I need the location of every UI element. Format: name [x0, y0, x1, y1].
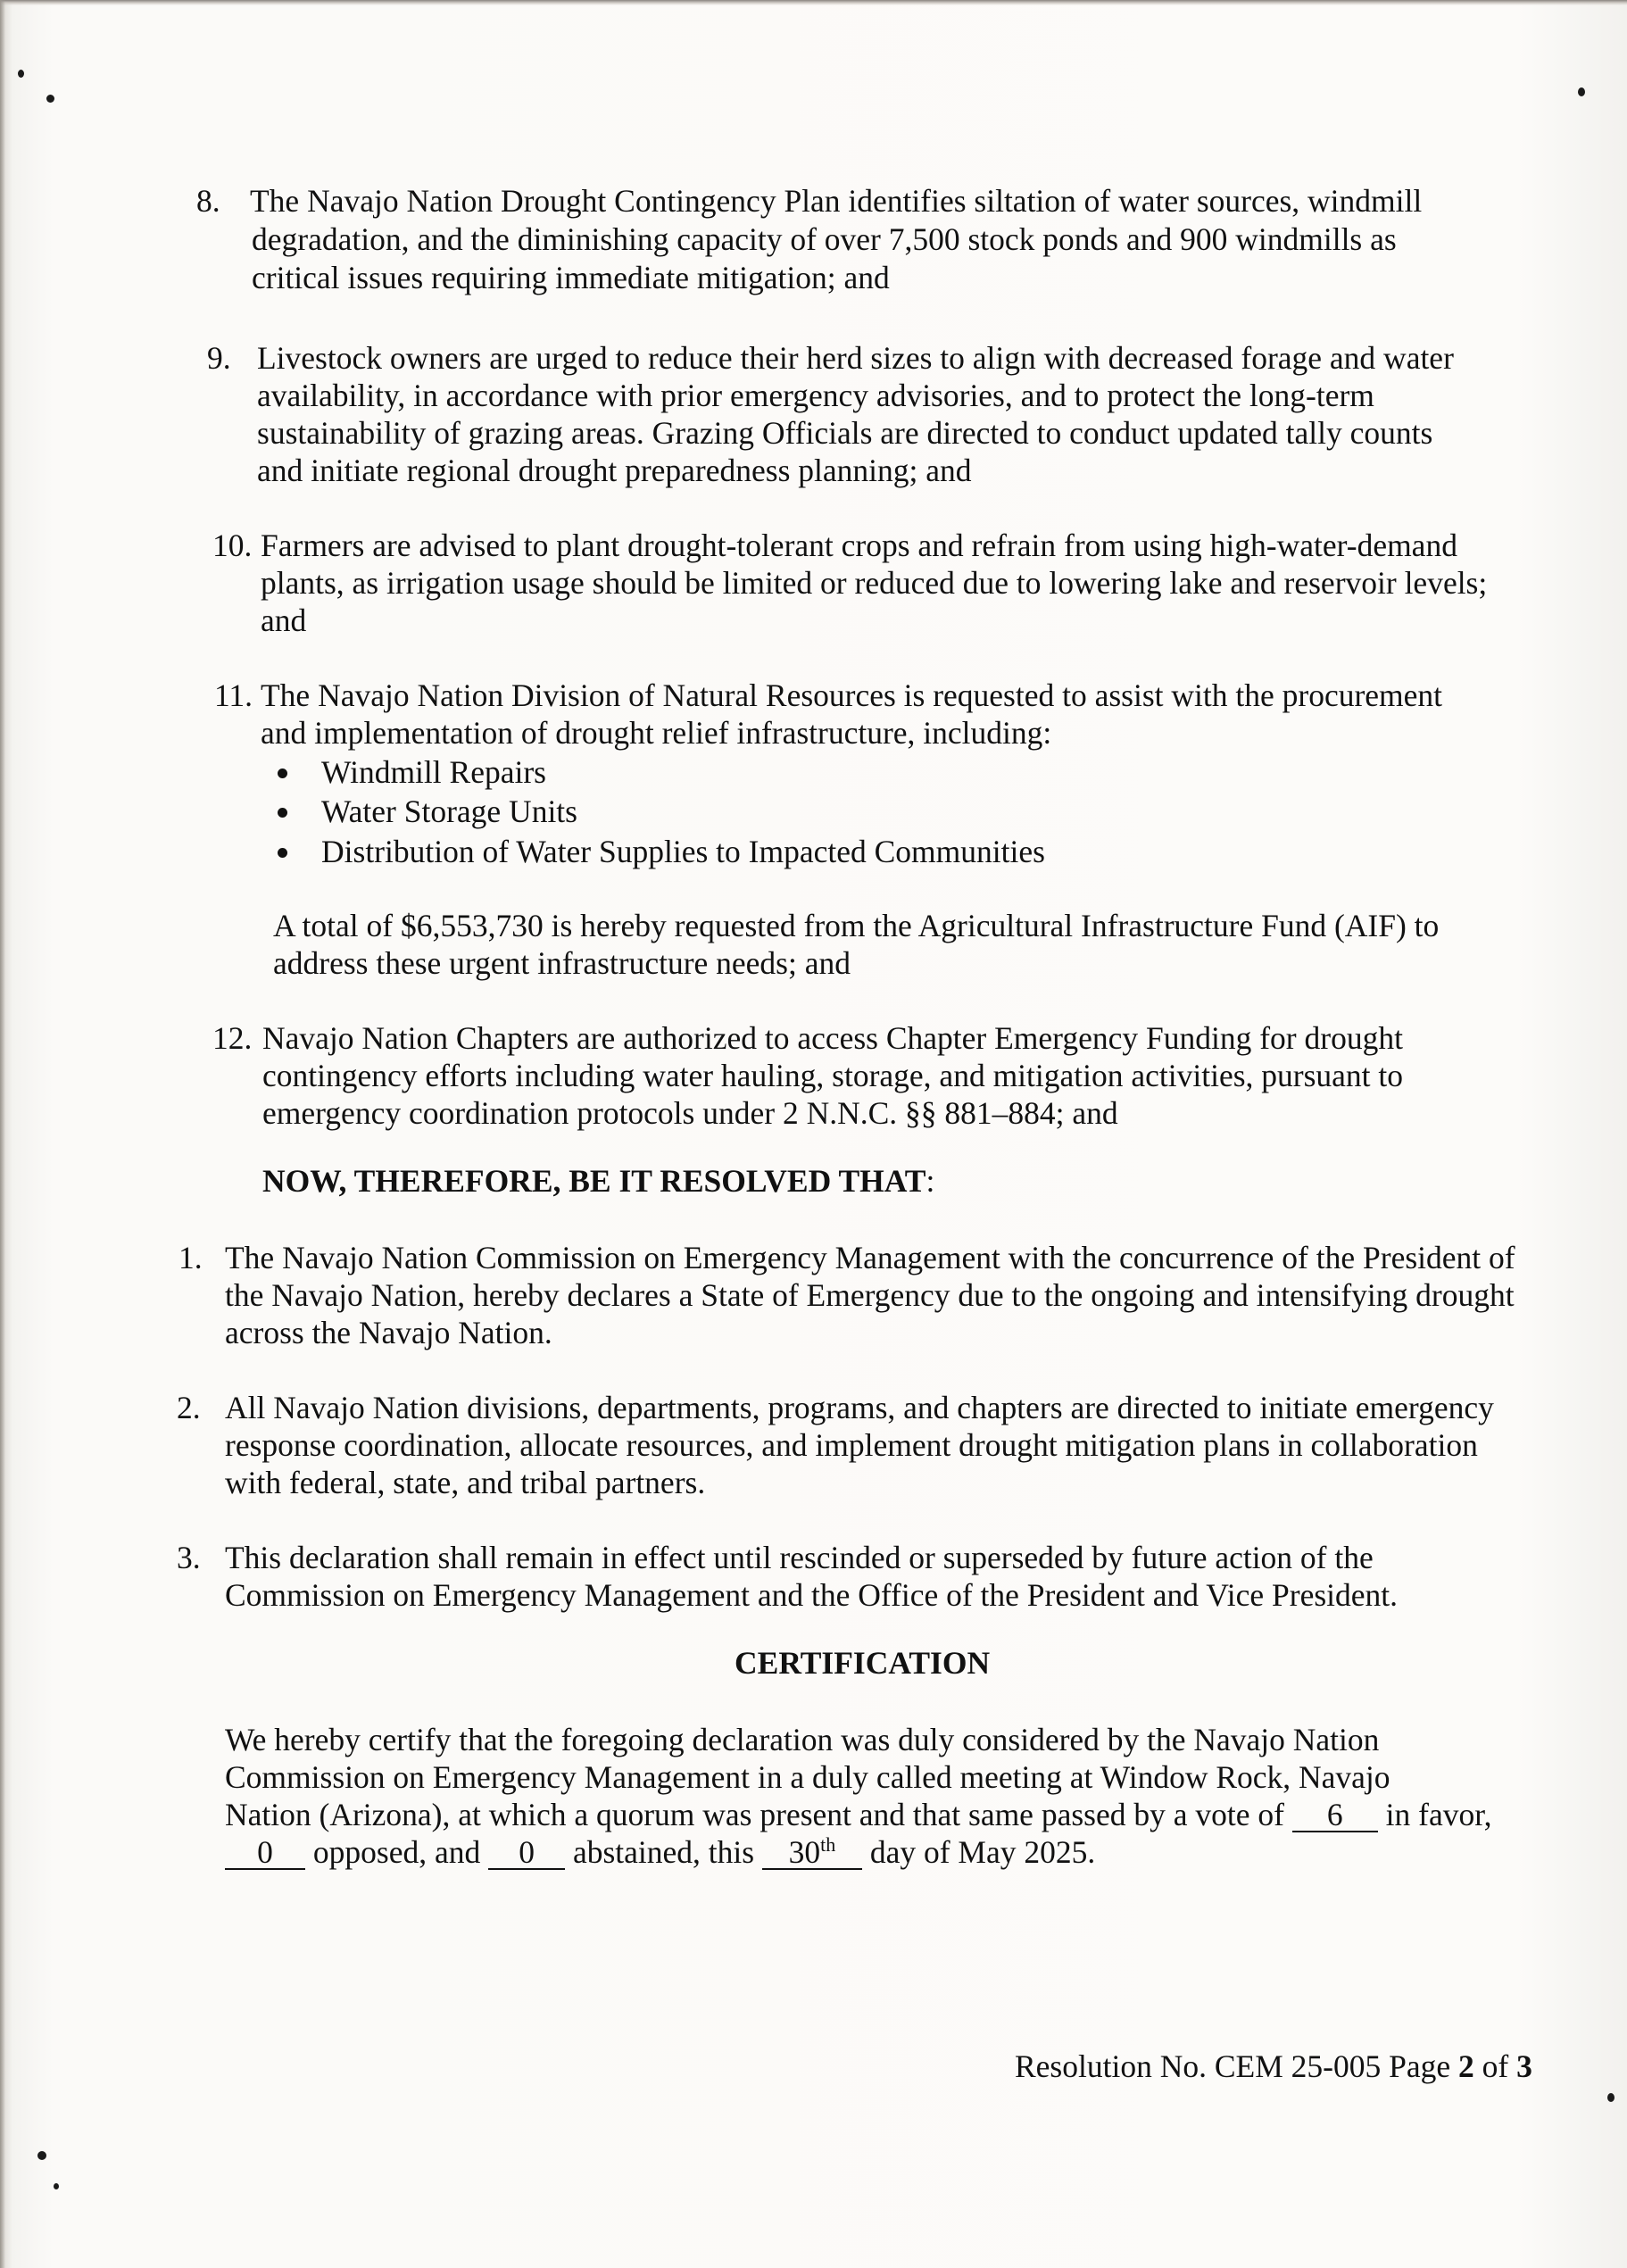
footer-page-total: 3: [1516, 2048, 1532, 2084]
day-suffix: th: [820, 1833, 836, 1857]
resolved-2-number: 2.: [177, 1390, 201, 1425]
certification-line-3-text: Nation (Arizona), at which a quorum was present and that same passed by a vote of: [225, 1797, 1292, 1832]
item-9-number: 9.: [207, 340, 231, 376]
resolved-1-line-2: the Navajo Nation, hereby declares a State of Emergency due to the ongoing and intensifying drought: [225, 1277, 1515, 1313]
bullet-item-storage: Water Storage Units: [321, 793, 577, 829]
resolved-1-number: 1.: [178, 1240, 203, 1275]
resolved-1-line-3: across the Navajo Nation.: [225, 1315, 552, 1350]
bullet-item-windmill: Windmill Repairs: [321, 754, 546, 790]
footer-resolution: Resolution No. CEM 25-005: [1015, 2048, 1382, 2084]
scan-top-edge: [0, 0, 1627, 5]
item-10-line-1: Farmers are advised to plant drought-tolerant crops and refrain from using high-water-demand: [261, 528, 1457, 563]
resolved-heading-colon: :: [926, 1163, 935, 1199]
certification-opposed-label: opposed, and: [312, 1834, 481, 1870]
resolved-2-line-1: All Navajo Nation divisions, departments, programs, and chapters are directed to initiate emergency: [225, 1390, 1494, 1425]
certification-line-3-end: in favor,: [1385, 1797, 1492, 1832]
certification-line-2: Commission on Emergency Management in a duly called meeting at Window Rock, Navajo: [225, 1759, 1390, 1795]
item-10-number: 10.: [212, 528, 253, 563]
scan-speck: [1578, 87, 1585, 96]
item-12-line-1: Navajo Nation Chapters are authorized to access Chapter Emergency Funding for drought: [262, 1020, 1403, 1056]
bullet-item-distribution: Distribution of Water Supplies to Impacted Communities: [321, 834, 1045, 869]
certification-date-end: day of May 2025.: [869, 1834, 1096, 1870]
resolved-heading: [262, 1162, 934, 1200]
bullet-icon: [278, 848, 287, 858]
certification-line-1: We hereby certify that the foregoing declaration was duly considered by the Navajo Nation: [225, 1722, 1380, 1757]
scan-speck: [18, 70, 24, 78]
page-footer: [1015, 2048, 1532, 2085]
scan-speck: [54, 2183, 59, 2189]
certification-heading: CERTIFICATION: [735, 1645, 991, 1681]
item-10-line-2: plants, as irrigation usage should be limited or reduced due to lowering lake and reservoir levels;: [261, 565, 1488, 601]
item-8-line-1: The Navajo Nation Drought Contingency Plan identifies siltation of water sources, windmill: [250, 183, 1423, 219]
item-11-line-1: The Navajo Nation Division of Natural Resources is requested to assist with the procurement: [261, 677, 1443, 713]
scan-speck: [46, 95, 54, 103]
item-8-number: 8.: [196, 183, 220, 219]
item-9-line-1: Livestock owners are urged to reduce their herd sizes to align with decreased forage and water: [257, 340, 1454, 376]
day-blank: [762, 1833, 862, 1870]
footer-page-word: Page: [1389, 2048, 1451, 2084]
footer-of-word: of: [1482, 2048, 1509, 2084]
item-9-line-4: and initiate regional drought preparedness planning; and: [257, 453, 972, 488]
resolved-3-number: 3.: [177, 1540, 201, 1575]
item-8-line-2: degradation, and the diminishing capacity of over 7,500 stock ponds and 900 windmills as: [252, 221, 1397, 257]
day-number: 30: [788, 1834, 821, 1870]
item-8-line-3: critical issues requiring immediate mitigation; and: [252, 260, 890, 295]
bullet-icon: [278, 808, 287, 818]
item-11-number: 11.: [214, 677, 253, 713]
item-11-line-2: and implementation of drought relief infrastructure, including:: [261, 715, 1052, 751]
item-9-line-3: sustainability of grazing areas. Grazing Officials are directed to conduct updated tally counts: [257, 415, 1433, 451]
resolved-2-line-2: response coordination, allocate resources, and implement drought mitigation plans in collaboration: [225, 1427, 1478, 1463]
resolved-heading-text: NOW, THEREFORE, BE IT RESOLVED THAT: [262, 1163, 926, 1199]
certification-abstained-label: abstained, this: [572, 1834, 755, 1870]
resolved-3-line-2: Commission on Emergency Management and the Office of the President and Vice President.: [225, 1577, 1399, 1613]
vote-opposed-blank: 0: [225, 1836, 305, 1870]
vote-favor-blank: 6: [1292, 1799, 1378, 1832]
certification-line-4: [225, 1833, 1095, 1871]
certification-line-3: [225, 1796, 1492, 1833]
item-11-funding-line-2: address these urgent infrastructure needs; and: [273, 945, 851, 981]
scan-speck: [37, 2151, 46, 2160]
item-11-funding-line-1: A total of $6,553,730 is hereby requested from the Agricultural Infrastructure Fund (AIF) to: [273, 908, 1440, 943]
item-9-line-2: availability, in accordance with prior emergency advisories, and to protect the long-term: [257, 378, 1374, 413]
item-12-number: 12.: [212, 1020, 253, 1056]
item-12-line-3: emergency coordination protocols under 2 N.N.C. §§ 881–884; and: [262, 1095, 1118, 1131]
scan-left-edge: [0, 0, 5, 2268]
resolved-3-line-1: This declaration shall remain in effect until rescinded or superseded by future action of the: [225, 1540, 1374, 1575]
scan-speck: [1607, 2093, 1615, 2102]
resolved-1-line-1: The Navajo Nation Commission on Emergency Management with the concurrence of the President of: [225, 1240, 1515, 1275]
vote-abstained-blank: 0: [488, 1836, 565, 1870]
footer-page-current: 2: [1458, 2048, 1474, 2084]
item-10-line-3: and: [261, 602, 307, 638]
resolved-2-line-3: with federal, state, and tribal partners.: [225, 1465, 706, 1500]
item-12-line-2: contingency efforts including water hauling, storage, and mitigation activities, pursuant to: [262, 1058, 1404, 1093]
bullet-icon: [278, 768, 287, 778]
